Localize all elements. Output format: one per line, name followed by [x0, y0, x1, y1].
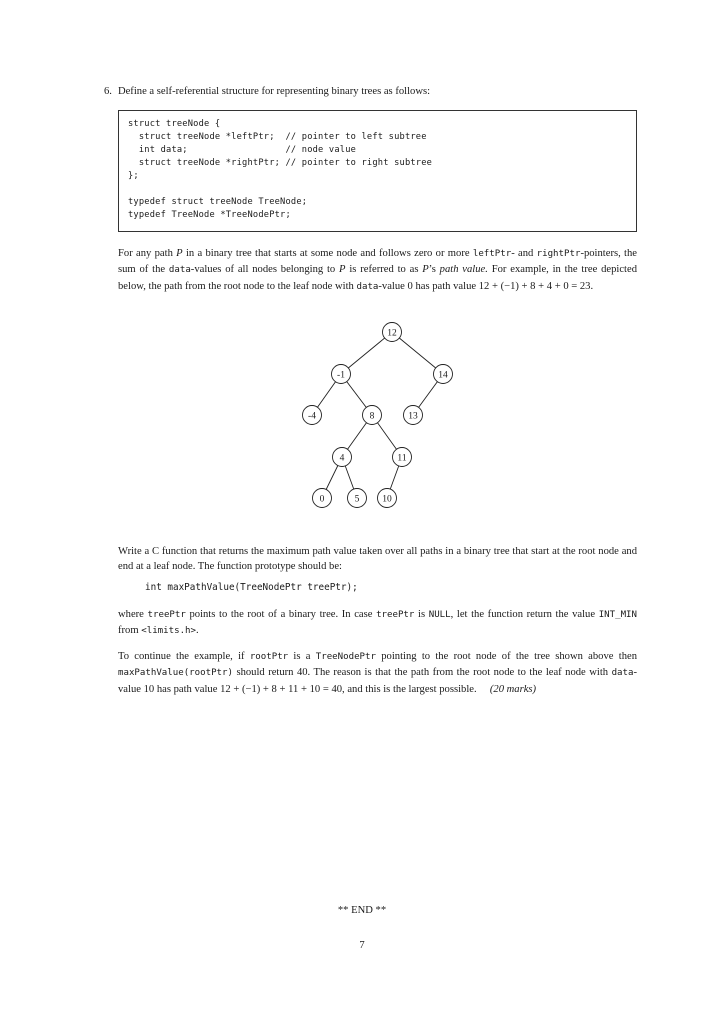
code-term: data: [168, 265, 191, 276]
code-block: [118, 110, 637, 232]
code-term: leftPtr: [472, 249, 512, 259]
tree-node-label: 4: [339, 453, 345, 464]
code-line: int data; // node value: [128, 145, 357, 155]
function-prototype: int maxPathValue(TreeNodePtr treePtr);: [145, 582, 358, 593]
text-run: is: [414, 609, 429, 620]
null-case-paragraph: [118, 607, 637, 640]
path-definition-paragraph: [118, 246, 637, 295]
code-line: };: [128, 171, 139, 181]
math-var: P: [339, 264, 346, 276]
text-run: , let the function return the value: [450, 609, 599, 620]
code-term: <limits.h>: [141, 626, 196, 637]
code-term: TreeNodePtr: [315, 652, 376, 662]
marks-label: (20 marks): [489, 683, 537, 695]
code-term: treePtr: [376, 610, 415, 620]
page-number: 7: [359, 940, 365, 951]
math-var: P: [422, 264, 429, 276]
end-marker: ** END **: [337, 905, 387, 916]
question-number: 6.: [104, 86, 112, 97]
text-run: is referred to as: [345, 264, 423, 276]
text-run: -value 0 has path value 12 + (−1) + 8 + 4 + 0 = 23.: [378, 280, 594, 292]
tree-node-label: 8: [369, 411, 375, 422]
tree-node-label: 12: [387, 328, 397, 339]
binary-tree-diagram: [290, 320, 448, 516]
code-term: INT_MIN: [598, 610, 638, 620]
text-run: To continue the example, if: [118, 651, 250, 662]
code-term: NULL: [428, 610, 451, 620]
text-run: -values of all nodes belonging to: [190, 264, 340, 276]
text-run: is a: [288, 651, 316, 662]
tree-node-label: 0: [319, 494, 325, 505]
text-run: should return 40. The reason is that the path from the root node to the leaf node with: [232, 667, 612, 679]
code-line: typedef struct treeNode TreeNode;: [128, 197, 308, 207]
code-term: maxPathValue(rootPtr): [118, 668, 233, 679]
code-line: struct treeNode *rightPtr; // pointer to right subtree: [128, 158, 433, 168]
text-run: where: [118, 609, 148, 620]
text-run: - and: [511, 248, 537, 259]
text-run: For any path: [118, 248, 177, 259]
tree-node-label: 5: [354, 494, 360, 505]
code-term: treePtr: [147, 610, 186, 620]
code-term: rightPtr: [536, 249, 581, 259]
text-run: in a binary tree that starts at some node and follows zero or more: [182, 248, 473, 259]
question-heading: [104, 86, 430, 97]
code-term: data: [356, 281, 379, 292]
math-var: P: [176, 248, 183, 259]
tree-node-label: -1: [337, 370, 345, 381]
text-run: from: [118, 625, 142, 637]
example-paragraph: [118, 649, 637, 697]
tree-node-label: 10: [382, 494, 392, 505]
code-term: rootPtr: [249, 652, 289, 662]
text-run: -pointers, the sum of the: [118, 248, 637, 276]
text-run: points to the root of a binary tree. In case: [185, 609, 377, 620]
emphasis-term: path value.: [439, 264, 488, 276]
code-line: struct treeNode {: [128, 119, 221, 129]
task-paragraph: Write a C function that returns the maximum path value taken over all paths in a binary tree that start at the root node and end at a leaf node. The function prototype should be:: [118, 546, 637, 573]
text-run: .: [196, 625, 199, 637]
question-heading-text: Define a self-referential structure for representing binary trees as follows:: [117, 86, 431, 97]
text-run: pointing to the root node of the tree shown above then: [375, 651, 637, 662]
code-line: struct treeNode *leftPtr; // pointer to left subtree: [128, 132, 427, 142]
tree-node-label: 13: [408, 411, 418, 422]
tree-node-label: -4: [308, 411, 316, 422]
text-run: -value 10 has path value 12 + (−1) + 8 + 11 + 10 = 40, and this is the largest possible.: [118, 667, 637, 695]
code-term: data: [611, 668, 634, 679]
text-run: For example, in the tree depicted below, the path from the root node to the leaf node with: [118, 264, 638, 292]
code-line: typedef TreeNode *TreeNodePtr;: [128, 210, 291, 220]
tree-node-label: 11: [397, 453, 407, 464]
text-run: ’s: [428, 264, 440, 276]
tree-node-label: 14: [438, 370, 448, 381]
